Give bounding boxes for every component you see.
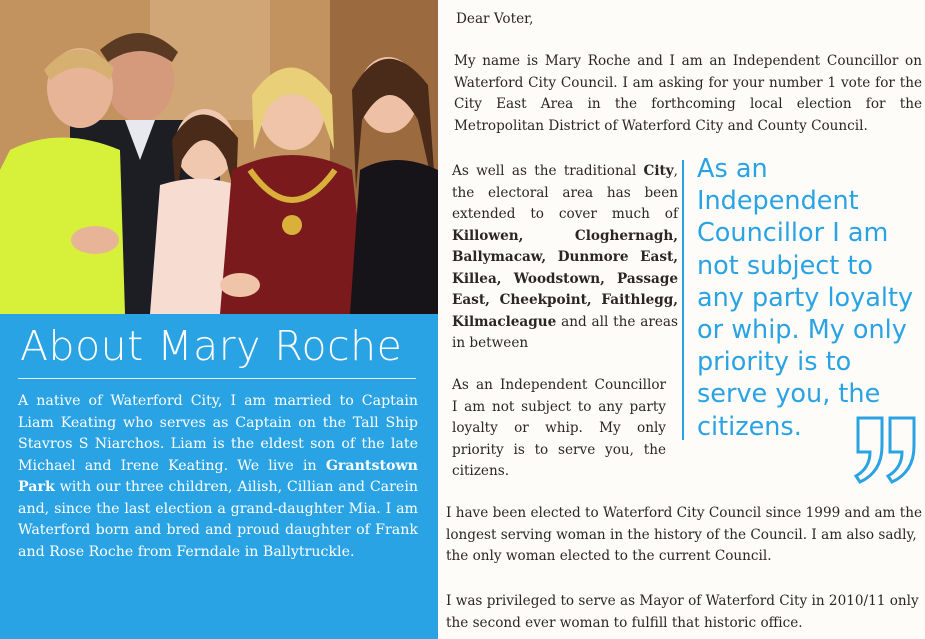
pull-quote-rule xyxy=(682,160,684,440)
letter-greeting: Dear Voter, xyxy=(456,11,534,27)
areas-part-2: , the electoral area has been extended to cover much of xyxy=(452,163,678,222)
about-title: About Mary Roche xyxy=(20,322,403,370)
letter-independent: As an Independent Councillor I am not subject to any party loyalty or whip. My only priority is to serve you, the citizens. xyxy=(452,377,666,479)
pull-quote: As an Independent Councillor I am not subject to any party loyalty or whip. My only priority is to serve you, the citizens. xyxy=(697,154,914,442)
letter-mayor: I was privileged to serve as Mayor of Waterford City in 2010/11 only the second ever woman to fulfill that historic office. xyxy=(446,593,919,631)
about-panel xyxy=(0,0,438,639)
letter-areas xyxy=(452,161,678,355)
family-photo xyxy=(0,0,438,314)
about-body-bold: Grantstown Park xyxy=(18,457,418,495)
areas-list: Killowen, Cloghernagh, Ballymacaw, Dunmore East, Killea, Woodstown, Passage East, Cheekpoint, Faithlegg, Kilmacleague xyxy=(452,227,678,330)
about-body xyxy=(18,391,418,563)
letter-intro: My name is Mary Roche and I am an Independent Councillor on Waterford City Council. I am asking for your number 1 vote for the City East Area in the forthcoming local election for the Metropolitan District of Waterford City and County Council. xyxy=(454,53,922,134)
about-body-part-2: with our three children, Ailish, Cillian and Carein and, since the last election a grand-daughter Mia. I am Waterford born and bred and proud daughter of Frank and Rose Roche from Ferndale in Ballytruckle. xyxy=(18,479,418,560)
about-body-part-1: A native of Waterford City, I am married to Captain Liam Keating who serves as Captain on the Tall Ship Stavros S Niarchos. Liam is the eldest son of the late Michael and Irene Keating. We live in xyxy=(18,393,418,474)
areas-part-1: As well as the traditional xyxy=(452,163,644,179)
letter-panel xyxy=(438,0,925,639)
letter-elected: I have been elected to Waterford City Council since 1999 and am the longest serving woman in the history of the Council. I am also sadly, the only woman elected to the current Council. xyxy=(446,505,923,564)
closing-quote-icon xyxy=(854,416,920,484)
family-photo-illustration xyxy=(0,0,438,314)
areas-part-3: and all the areas in between xyxy=(452,313,678,351)
areas-city: City xyxy=(643,163,674,179)
about-divider xyxy=(18,378,416,379)
